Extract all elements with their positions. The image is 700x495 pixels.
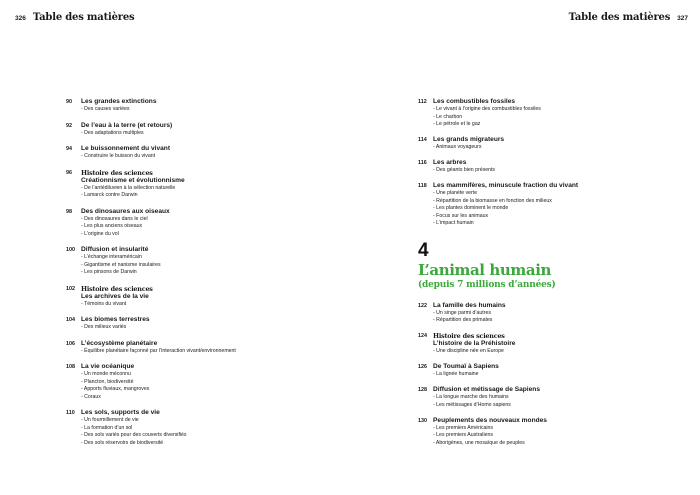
toc-entry[interactable]	[66, 98, 296, 114]
toc-subtitle: - Gigantisme et nanisme insulaires	[81, 262, 296, 270]
toc-subtitle: - Les pinsons de Darwin	[81, 269, 296, 277]
toc-entry[interactable]	[418, 363, 658, 379]
toc-subtitle: - Animaux voyageurs	[433, 144, 658, 152]
toc-title: Peuplements des nouveaux mondes	[433, 416, 547, 424]
toc-entry[interactable]	[66, 169, 296, 200]
left-page-number: 326	[15, 15, 26, 22]
toc-subtitle: - Des dinosaures dans le ciel	[81, 216, 296, 224]
toc-page-number: 100	[66, 247, 75, 253]
toc-entry[interactable]	[418, 98, 658, 129]
toc-entry[interactable]	[66, 246, 296, 277]
right-toc-column	[418, 98, 658, 447]
toc-subtitle: - Équilibre planétaire façonné par l’interaction vivant/environnement	[81, 348, 296, 356]
toc-subtitle: - Un fourmillement de vie	[81, 417, 296, 425]
toc-entry[interactable]	[66, 285, 296, 309]
toc-title: Les combustibles fossiles	[433, 98, 516, 105]
toc-entry[interactable]	[66, 208, 296, 239]
toc-subtitle: - L’impact humain	[433, 220, 658, 228]
toc-page-number: 96	[66, 169, 72, 176]
toc-title: La vie océanique	[81, 363, 135, 370]
toc-title: L’écosystème planétaire	[81, 339, 158, 347]
toc-title: Les biomes terrestres	[81, 316, 150, 323]
toc-page-number: 128	[418, 387, 427, 393]
toc-subtitle: - Les premiers Australiens	[433, 432, 658, 440]
toc-subtitle: - Une planète verte	[433, 190, 658, 198]
toc-subtitle: - La lignée humaine	[433, 371, 658, 379]
right-toc-top	[418, 98, 658, 228]
toc-subtitle: - Des géants bien présents	[433, 167, 658, 175]
toc-entry[interactable]	[66, 145, 296, 161]
toc-subtitle: - Les métissages d’Homo sapiens	[433, 402, 658, 410]
toc-page-number: 112	[418, 99, 427, 105]
toc-subtitle: - Apports fluviaux, mangroves	[81, 386, 296, 394]
chapter-title: L’animal humain	[418, 260, 552, 279]
toc-subtitle: - Coraux	[81, 394, 296, 402]
toc-title: Les sols, supports de vie	[81, 409, 160, 416]
toc-subtitle: - Répartition des primates	[433, 317, 658, 325]
toc-subtitle: - Témoins du vivant	[81, 301, 296, 309]
toc-subtitle: - Le pétrole et le gaz	[433, 121, 658, 129]
left-running-header	[15, 12, 134, 23]
toc-section-label: Histoire des sciences	[81, 168, 153, 177]
toc-title: Le buissonnement du vivant	[81, 145, 171, 152]
toc-section-label: Histoire des sciences	[81, 284, 153, 293]
toc-subtitle: - Construire le buisson du vivant	[81, 153, 296, 161]
toc-section-label: Histoire des sciences	[433, 332, 505, 340]
toc-page-number: 126	[418, 364, 427, 370]
toc-title: De Toumaï à Sapiens	[433, 363, 499, 370]
chapter-subtitle: (depuis 7 millions d’années)	[418, 279, 556, 290]
toc-page-number: 106	[66, 340, 75, 347]
toc-entry[interactable]	[418, 136, 658, 152]
toc-page-number: 102	[66, 285, 75, 292]
toc-entry[interactable]	[418, 417, 658, 448]
toc-title: Des dinosaures aux oiseaux	[81, 207, 170, 215]
toc-title: Les arbres	[433, 159, 467, 166]
toc-title: De l’eau à la terre (et retours)	[81, 121, 173, 129]
toc-entry[interactable]	[418, 182, 658, 228]
toc-page-number: 92	[66, 122, 72, 129]
right-running-header	[569, 12, 688, 23]
chapter-number: 4	[418, 239, 429, 261]
toc-subtitle: - Un singe parmi d’autres	[433, 310, 658, 318]
chapter-heading	[418, 241, 658, 291]
toc-subtitle: - Focus sur les animaux	[433, 213, 658, 221]
toc-subtitle: - Répartition de la biomasse en fonction des milieux	[433, 198, 658, 206]
toc-subtitle: - Un monde méconnu	[81, 371, 296, 379]
right-page-number: 327	[677, 15, 688, 22]
toc-subtitle: - Des sols variés pour des couverts diversifiés	[81, 432, 296, 440]
toc-subtitle: - Le charbon	[433, 114, 658, 122]
toc-page-number: 110	[66, 410, 75, 416]
toc-subtitle: - Plancton, biodiversité	[81, 379, 296, 387]
toc-title: Les grands migrateurs	[433, 136, 505, 143]
toc-page-number: 98	[66, 208, 72, 215]
toc-subtitle: - Les plantes dominent le monde	[433, 205, 658, 213]
left-toc-column	[66, 98, 296, 447]
toc-title: Les grandes extinctions	[81, 98, 157, 105]
toc-subtitle: - Le vivant à l’origine des combustibles fossiles	[433, 106, 658, 114]
toc-entry[interactable]	[66, 363, 296, 401]
toc-title: Diffusion et métissage de Sapiens	[433, 386, 540, 393]
toc-page-number: 90	[66, 99, 72, 105]
toc-page-number: 130	[418, 417, 427, 424]
toc-page-number: 122	[418, 302, 427, 309]
toc-page-number: 114	[418, 137, 427, 143]
toc-subtitle: - Des causes variées	[81, 106, 296, 114]
left-page-title: Table des matières	[32, 12, 135, 23]
toc-subtitle: - Des adaptations multiples	[81, 130, 296, 138]
toc-page-number: 116	[418, 160, 427, 166]
toc-entry[interactable]	[418, 159, 658, 175]
toc-entry[interactable]	[66, 316, 296, 332]
toc-page-number: 104	[66, 317, 75, 323]
toc-subtitle: - La longue marche des humains	[433, 394, 658, 402]
toc-subtitle: - Les plus anciens oiseaux	[81, 223, 296, 231]
toc-title: Les mammifères, minuscule fraction du vivant	[433, 182, 579, 189]
toc-entry[interactable]	[66, 340, 296, 356]
toc-title: L’histoire de la Préhistoire	[433, 340, 516, 347]
toc-subtitle: - La formation d’un sol	[81, 425, 296, 433]
toc-subtitle: - Des milieux variés	[81, 324, 296, 332]
toc-page-number: 94	[66, 146, 72, 152]
toc-subtitle: - Aborigènes, une mosaïque de peuples	[433, 440, 658, 448]
right-page-title: Table des matières	[568, 12, 671, 23]
toc-subtitle: - Des sols réservoirs de biodiversité	[81, 440, 296, 448]
toc-page-number: 108	[66, 364, 75, 370]
toc-title: Les archives de la vie	[81, 292, 149, 300]
toc-subtitle: - Les premiers Américains	[433, 425, 658, 433]
toc-subtitle: - Lamarck contre Darwin	[81, 192, 296, 200]
toc-entry[interactable]	[66, 409, 296, 447]
toc-subtitle: - L’échange interaméricain	[81, 254, 296, 262]
toc-title: Créationnisme et évolutionnisme	[81, 176, 185, 184]
toc-entry[interactable]	[418, 302, 658, 325]
toc-subtitle: - Une discipline née en Europe	[433, 348, 658, 356]
toc-page-number: 124	[418, 333, 427, 339]
toc-subtitle: - L’origine du vol	[81, 231, 296, 239]
toc-page-number: 118	[418, 183, 427, 189]
toc-subtitle: - De l’antédiluvien à la sélection naturelle	[81, 185, 296, 193]
toc-title: La famille des humains	[433, 301, 506, 309]
right-toc-bottom	[418, 302, 658, 448]
toc-entry[interactable]	[418, 386, 658, 409]
toc-entry[interactable]	[418, 332, 658, 356]
toc-title: Diffusion et insularité	[81, 246, 149, 253]
toc-entry[interactable]	[66, 122, 296, 138]
